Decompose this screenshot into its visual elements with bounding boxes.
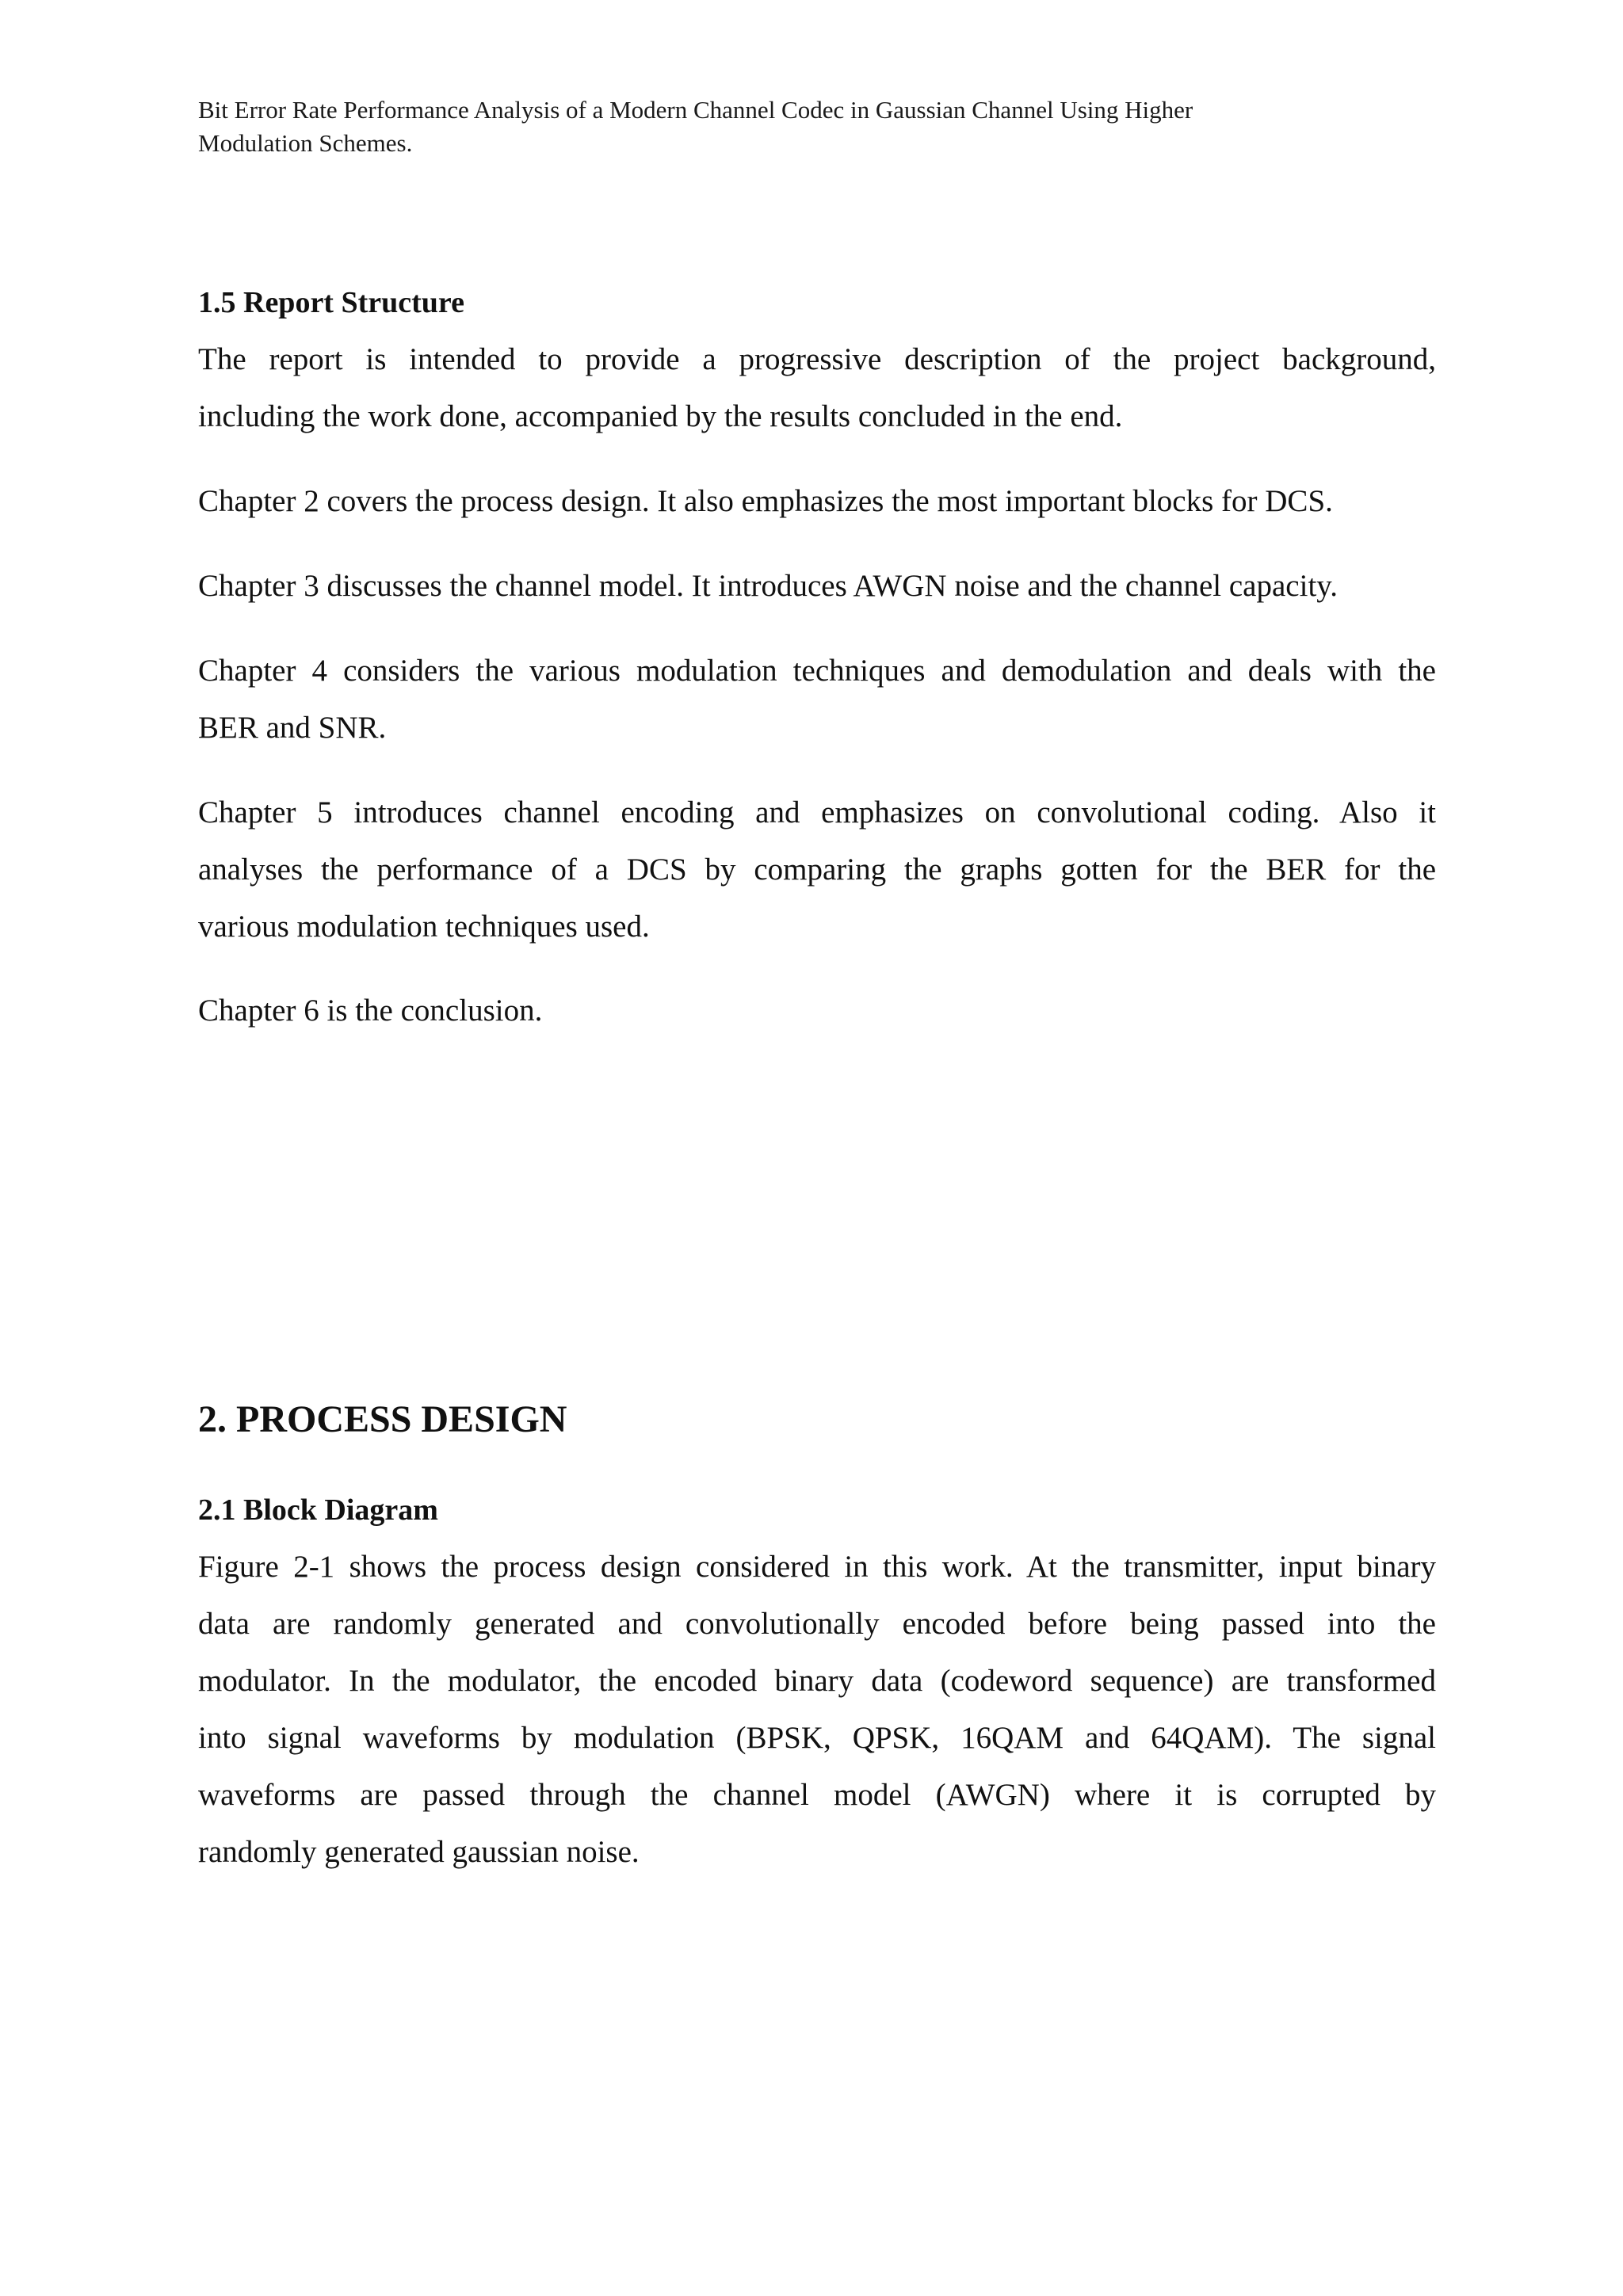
- text-line: data are randomly generated and convolutionally encoded before being passed into the: [198, 1607, 1436, 1641]
- text-line: Chapter 4 considers the various modulation techniques and demodulation and deals with the: [198, 654, 1436, 688]
- text-line: Chapter 5 introduces channel encoding and emphasizes on convolutional coding. Also it: [198, 795, 1436, 830]
- chapter-heading-process-design: 2. PROCESS DESIGN: [198, 1398, 567, 1440]
- paragraph-chapter-5: [198, 784, 1436, 955]
- text-line: various modulation techniques used.: [198, 910, 650, 944]
- text-line: Chapter 6 is the conclusion.: [198, 994, 543, 1028]
- running-header: [198, 93, 1436, 160]
- text-line: Chapter 3 discusses the channel model. It introduces AWGN noise and the channel capacity.: [198, 569, 1338, 603]
- text-line: analyses the performance of a DCS by comparing the graphs gotten for the BER for the: [198, 852, 1436, 887]
- text-line: BER and SNR.: [198, 711, 387, 745]
- text-line: The report is intended to provide a progressive description of the project background,: [198, 342, 1436, 376]
- section-heading-report-structure: 1.5 Report Structure: [198, 286, 464, 319]
- running-header-line-2: Modulation Schemes.: [198, 129, 413, 157]
- paragraph-chapter-3: [198, 558, 1436, 615]
- text-line: Figure 2-1 shows the process design considered in this work. At the transmitter, input binary: [198, 1550, 1436, 1584]
- text-line: randomly generated gaussian noise.: [198, 1835, 640, 1869]
- section-heading-block-diagram: 2.1 Block Diagram: [198, 1493, 438, 1527]
- running-header-line-1: Bit Error Rate Performance Analysis of a Modern Channel Codec in Gaussian Channel Using Higher: [198, 96, 1193, 124]
- paragraph-chapter-4: [198, 643, 1436, 757]
- text-line: waveforms are passed through the channel model (AWGN) where it is corrupted by: [198, 1778, 1436, 1812]
- text-line: modulator. In the modulator, the encoded binary data (codeword sequence) are transformed: [198, 1664, 1436, 1698]
- paragraph-block-diagram: [198, 1539, 1436, 1881]
- text-line: including the work done, accompanied by the results concluded in the end.: [198, 399, 1123, 433]
- text-line: Chapter 2 covers the process design. It also emphasizes the most important blocks for DCS.: [198, 484, 1333, 518]
- paragraph-report-intro: [198, 331, 1436, 445]
- text-line: into signal waveforms by modulation (BPSK, QPSK, 16QAM and 64QAM). The signal: [198, 1721, 1436, 1755]
- paragraph-chapter-2: [198, 473, 1436, 530]
- paragraph-chapter-6: [198, 982, 1436, 1039]
